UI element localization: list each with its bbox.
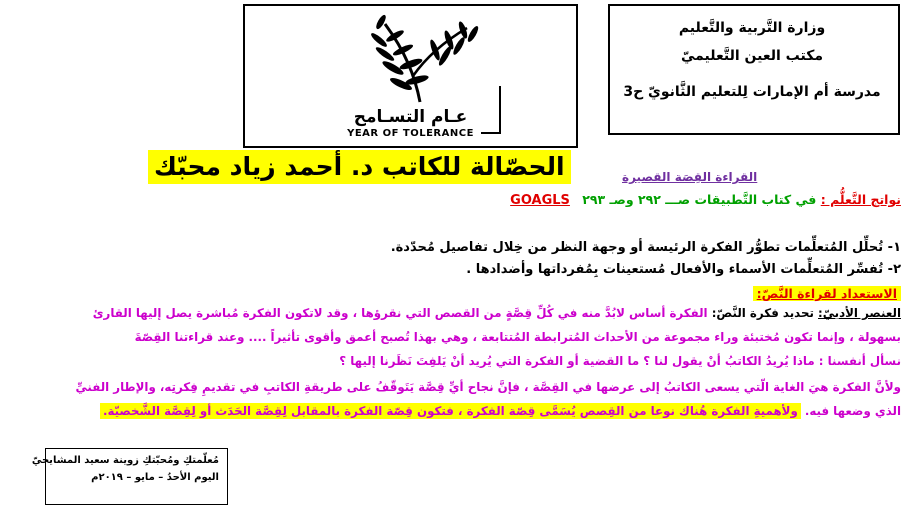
element-label: العنصر الأدبيّ:	[818, 306, 901, 320]
prep-line-5	[100, 404, 901, 418]
prep-line-1	[93, 306, 901, 320]
prep-text-line-6: ولأهميةِ الفكرة هُناك نوعا من القِصص يُسَمَّى قِصّة الفكرة ، فتكون قِصّة الفكرة بالمقابل لِقِصَّة الحَدَث أو لِقِصَّة الشَّخصيّة.	[100, 403, 801, 419]
teacher-name: مُعلّمتكِ ومُحبّتكِ زوينة سعيد المشايخيّ	[31, 455, 219, 466]
prep-text-line-5: الذي وضعها فيه.	[804, 404, 901, 418]
element-topic: تحديد فكرة النَّصّ:	[711, 306, 814, 320]
teacher-signature-box	[31, 448, 228, 505]
outcomes-reference: في كتاب التَّطبيقات صـــ ٢٩٢ وصـ ٢٩٣	[582, 192, 817, 207]
prep-text-line-1: الفكرة أساس لابُدَّ منه في كُلِّ قِصَّةٍ من القصص التي نقرؤها ، وقد لاتكون الفكرة مُباشرة يصل إليها القارئ	[92, 306, 708, 320]
logo-text-english: YEAR OF TOLERANCE	[347, 128, 474, 139]
logo-text-arabic: عـام التسـامح	[353, 107, 468, 127]
prep-text-line-2: بسهولة ، وإنما تكون مُختبئة وراء مجموعة من الأحداث المُترابطة المُتتابعة ، وهي بهذا تُصبح أعمق وأقوى تأثيراً .... وعند قراءتنا القِصّةَ	[134, 330, 901, 344]
logo-box	[243, 4, 578, 148]
outcomes-tag: GOAGLS	[510, 193, 570, 208]
outcomes-label: نواتج التَّعلُّم :	[820, 192, 901, 207]
school-header-box	[608, 4, 900, 135]
office-name: مكتب العين التَّعليميّ	[680, 48, 824, 64]
lesson-title: الحصّالة للكاتب د. أحمد زياد محبّك	[148, 150, 571, 184]
outcome-item-2: ٢- تُفسِّر المُتعلِّمات الأسماء والأفعال مُستعينات بِمُفرداتها وأضدادها .	[466, 262, 901, 277]
tolerance-logo-plant-icon	[245, 6, 580, 106]
prep-text-line-4: ولأنَّ الفكرة هيَ الغاية الّتي يسعى الكاتبُ إلى عرضها في القِصَّة ، فإنَّ نجاح أيِّ قِصَّة يَتَوقّفُ على طريقةِ الكاتبِ في تقديمِ فِكرتِه، والإطار الفنيِّ	[75, 380, 901, 394]
lesson-date: اليوم الأحدُ – مايو – ٢٠١٩م	[91, 472, 219, 483]
outcomes-row	[510, 192, 901, 208]
prep-heading: الاستعداد لقراءة النَّصّ:	[753, 286, 901, 301]
ministry-name: وزارة التَّربية والتَّعليم	[678, 20, 826, 36]
prep-text-line-3: نسأل أنفسنا : ماذا يُريدُ الكاتبُ أنْ يقول لنا ؟ ما القضية أو الفكرة التي يُريد أنْ يَلفِتَ نَظَرنا إليها ؟	[339, 354, 901, 368]
outcome-item-1: ١- تُحلِّل المُتعلِّمات تطوُّر الفكرة الرئيسة أو وجهة النظر من خِلال تفاصيل مُحدّدة.	[390, 240, 901, 255]
school-name: مدرسة أم الإمارات لِلتعليم الثَّانويّ ح3	[623, 84, 881, 100]
section-label: القراءة القِصَة القصيرة	[622, 170, 758, 184]
